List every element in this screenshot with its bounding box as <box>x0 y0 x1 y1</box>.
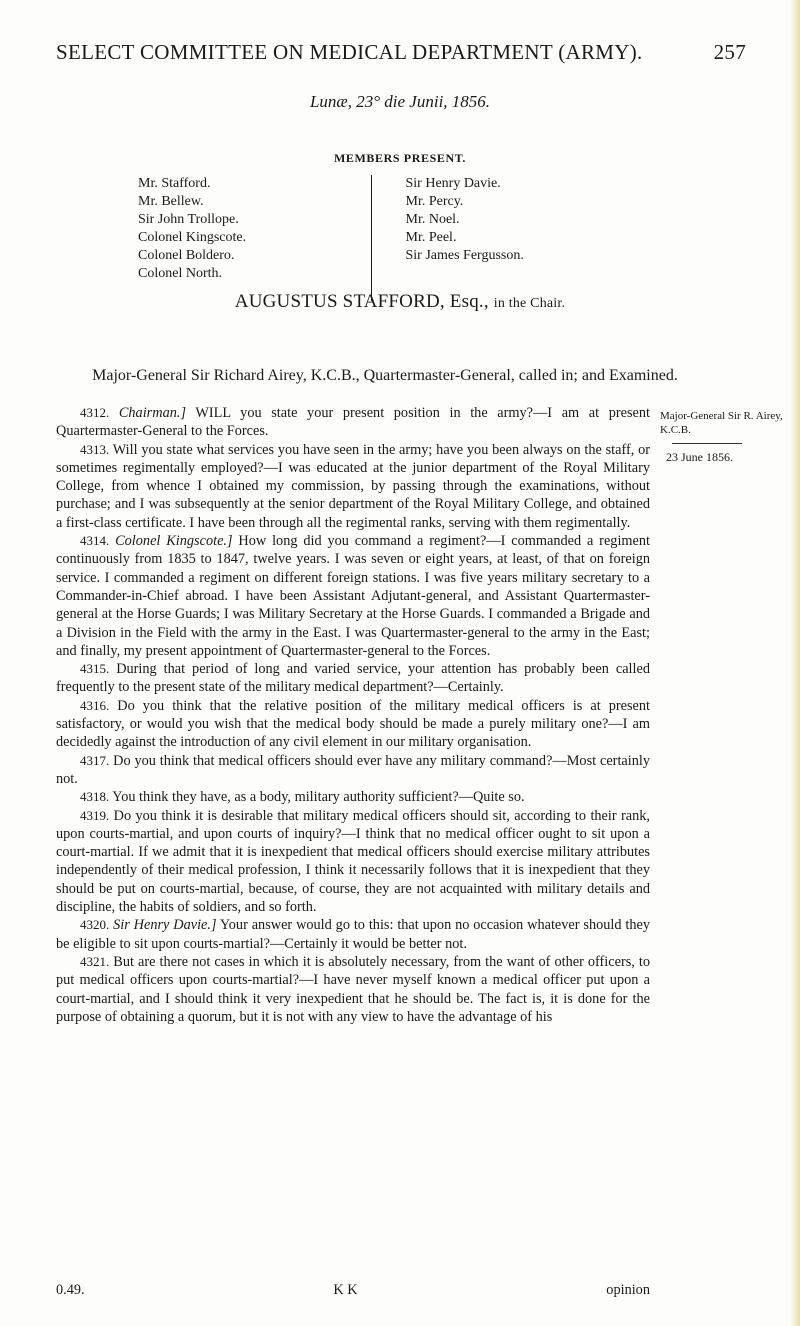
member-name: Sir James Fergusson. <box>405 248 524 263</box>
testimony-paragraph <box>56 404 650 441</box>
question-number: 4318. <box>80 789 110 805</box>
testimony-paragraph <box>56 807 650 917</box>
margin-witness-name: Major-General Sir R. Airey, K.C.B. <box>660 410 783 436</box>
margin-rule <box>672 443 742 444</box>
member-name: Colonel Boldero. <box>138 248 235 263</box>
question-text: Do you think that medical officers should ever have any military command?—Most certainly not. <box>56 752 650 787</box>
speaker-name: Chairman.] <box>118 405 187 421</box>
margin-note <box>660 409 792 464</box>
page-footer <box>56 1282 650 1299</box>
question-text: How long did you command a regiment?—I commanded a regiment continuously from 1835 to 1847, twelve years. I was seven or eight years, at least, of that on foreign service. I commanded a regiment on different foreign stations. I was five years military secretary to a Commander-in-Chief abroad. I have been Assistant Adjutant-general, and Assistant Quartermaster-general at the Horse Guards; I was Military Secretary at the Horse Guards. I commanded a Brigade and a Division in the Field with the army in the East. I was Quartermaster-general to the army in the East; and finally, my present appointment of Quartermaster-general to the Forces. <box>56 533 650 659</box>
member-name: Mr. Percy. <box>405 194 464 209</box>
header-title: SELECT COMMITTEE ON MEDICAL DEPARTMENT (ARMY). <box>56 40 643 64</box>
footer-code: 0.49. <box>56 1282 85 1298</box>
member-name: Sir Henry Davie. <box>405 176 501 191</box>
footer-signature: K K <box>333 1282 358 1298</box>
testimony-paragraph <box>56 660 650 697</box>
chair-suffix: in the Chair. <box>493 296 566 311</box>
member-name: Mr. Peel. <box>405 230 457 245</box>
question-number: 4320. <box>80 917 110 933</box>
question-text: You think they have, as a body, military authority sufficient?—Quite so. <box>112 789 525 806</box>
testimony-body <box>56 404 650 1026</box>
margin-date: 23 June 1856. <box>666 450 733 464</box>
question-text: Your answer would go to this: that upon no occasion whatever should they be eligible to sit upon courts-martial?—Certainly it would be better not. <box>56 917 650 952</box>
members-column-right <box>371 175 639 301</box>
question-number: 4317. <box>80 752 110 768</box>
members-column-left <box>138 175 371 301</box>
members-heading: MEMBERS PRESENT. <box>333 151 467 165</box>
question-number: 4315. <box>80 661 110 677</box>
page-number: 257 <box>713 40 746 64</box>
footer-catchword: opinion <box>606 1282 650 1298</box>
page-header <box>56 40 746 65</box>
member-name: Mr. Stafford. <box>138 176 211 191</box>
question-number: 4312. <box>80 405 110 420</box>
question-text: Do you think it is desirable that military medical officers should sit, according to their rank, upon courts-martial, and upon courts of inquiry?—I think that no medical officer ought to sit upon a court-martial. If we admit that it is inexpedient that medical officers should exercise military attributes independently of their medical profession, I think it necessarily follows that it is inexpedient that they should be put on courts-martial, because, of course, they are not acquainted with military details and discipline, the habits of soldiers, and so forth. <box>56 807 651 916</box>
question-number: 4321. <box>80 953 110 969</box>
speaker-name: Colonel Kingscote.] <box>115 533 233 550</box>
question-number: 4313. <box>80 441 110 457</box>
member-name: Sir John Trollope. <box>138 212 239 227</box>
page-edge <box>790 0 800 1326</box>
question-number: 4316. <box>80 697 110 713</box>
members-list <box>138 175 638 301</box>
testimony-paragraph <box>56 441 650 532</box>
testimony-paragraph <box>56 697 650 752</box>
question-number: 4314. <box>80 533 110 549</box>
member-name: Mr. Bellew. <box>138 194 204 209</box>
testimony-paragraph <box>56 916 650 953</box>
session-date: Lunæ, 23° die Junii, 1856. <box>309 92 491 111</box>
question-text: During that period of long and varied service, your attention has probably been called frequently to the present state of the military medical department?—Certainly. <box>56 661 650 696</box>
testimony-paragraph <box>56 752 650 789</box>
question-text: Will you state what services you have seen in the army; have you been always on the staff, or sometimes regimentally employed?—I was educated at the junior department of the Royal Military College, from whence I obtained my commission, by passing through the examinations, without purchase; and I was subsequently at the senior department of the Royal Military College, and obtained a first-class certificate. I have been through all the regimental ranks, serving with them regimentally. <box>56 441 650 531</box>
member-name: Colonel Kingscote. <box>138 230 247 245</box>
member-name: Colonel North. <box>138 266 222 281</box>
testimony-paragraph <box>56 953 650 1026</box>
question-number: 4319. <box>80 807 110 823</box>
speaker-name: Sir Henry Davie.] <box>113 917 217 934</box>
testimony-paragraph <box>56 532 650 660</box>
question-text: Do you think that the relative position of the military medical officers is at present satisfactory, or would you wish that the medical body should be made a purely military one?—I am decidedly against the introduction of any civil element in our military organisation. <box>56 697 650 751</box>
question-text: WILL you state your present position in the army?—I am at present Quartermaster-General to the Forces. <box>56 405 650 440</box>
witness-intro: Major-General Sir Richard Airey, K.C.B., Quartermaster-General, called in; and Examined. <box>92 367 678 384</box>
chair-name: AUGUSTUS STAFFORD, Esq., <box>234 291 489 312</box>
member-name: Mr. Noel. <box>405 212 460 227</box>
chair-line <box>0 291 800 313</box>
question-text: But are there not cases in which it is absolutely necessary, from the want of other officers, to put medical officers upon courts-martial?—I have never myself known a medical officer put upon a court-martial, and I should think it very inexpedient that he should be. The fact is, it is done for the purpose of obtaining a quorum, but it is not with any view to have the advantage of his <box>56 953 651 1025</box>
testimony-paragraph <box>56 788 650 806</box>
